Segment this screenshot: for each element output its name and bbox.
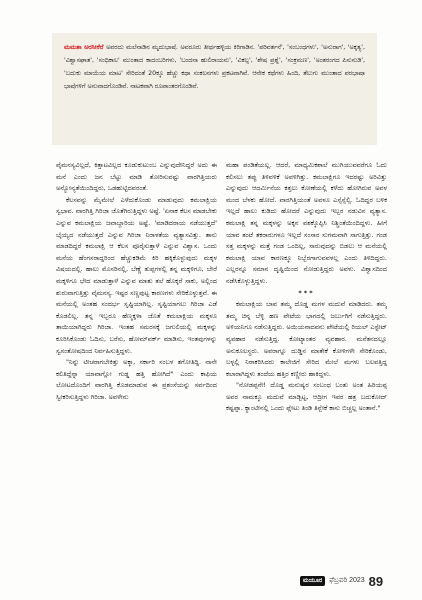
issue-date: ಫೆಬ್ರವರಿ 2023 bbox=[329, 577, 365, 584]
author-name: ಮಮತಾ ಅರಸೀಕೆರೆ bbox=[64, 44, 104, 51]
paragraph: "ನಿನ್ನು ಟೀಚರಾಗಬೇಕಿತ್ತು ಅಕ್ಕಾ, ಸರ್ಕಾರಿ ಸಂಬಳ ತಗೋತಿದ್ದಿ. ನಾನೇ ಕಲಿತಿದ್ದೆನ್ನಾ ಯಾವಾಗ್ಲೋ ಗುಡ್ಡ ಹತ್ತಿ ಹೋಗಿದೆ" ಎಂದು ಕಾಫಿಯ ಲೋಟದೊಂದಿಗೆ ವಾರಗಿತ್ತಿ ಕೊಡಮಾಡುವ ಈ ಪ್ರಶಂಸೆಯನ್ನು ಸರ್ವದಿಂದ ಸ್ವೀಕರಿಸುತ್ತಿದ್ದಳು ಗಿರಿಜಾ. ಅವಳೇನು bbox=[56, 358, 217, 401]
page-number: 89 bbox=[368, 573, 384, 589]
right-column bbox=[226, 160, 387, 580]
paragraph: ಕಮಲಾಕ್ಷಿಯ ಬಾವ ತಮ್ಮ ದೊಡ್ಡ ಮಗಳ ಮದುವೆ ಮಾಡಿದರು. ತಮ್ಮ ತಮ್ಮ ಚಿನ್ನ ಬೆಳ್ಳಿ ಹಣ ಪೇಟೆಯ ಭಾಗದಲ್ಲಿ ಜರ್ಬುಗಿಗೆ ನಡೆಸುತ್ತಿದ್ದರು. ಅಳಿಯನಿಗೂ ನಡೆಸುತ್ತಿದ್ದರು. ಅಯಿಯನಾದವನು ಪೇಟೆಯಲ್ಲಿ ರಿಯಲ್ ಎಸ್ಟೇಟ್ ವ್ಯವಹಾರ ನಡೆಸುತ್ತಿದ್ದ. ಕೋಟ್ಯಾಂತರ ವ್ಯವಹಾರ. ಮನೆತನದಲ್ಲೂ ಅನುಕೂಲಸ್ಥರು. ಅವರಾಗ್ನೂ ದುಡ್ಡಿನ ಮಾತೇಕೆ ಕೋಳಿಗಳೇ ಸೇರಿಕೊಂಡು, ಬಳ್ಳಲ್ಲಿ ನಿರಾಕರಿಸಿದರು ಕಾಲೇಜಿಗೆ ಸೇರಿದ ಮೇಲೆ ಮಗಳು ಬಲವತ್ತಿದ್ದ ಕಲಾರಾಗಿದ್ದಳು ತಂದೆಯ ಹತ್ತಿರ ಕಣ್ಣೀರು ಹಾಕಿದ್ದಳು. bbox=[226, 300, 387, 378]
author-intro-box bbox=[52, 33, 377, 145]
paragraph: ವೈಮನಸ್ಯವಿಲ್ಲದೆ, ಕಿತ್ತಾಟವಿಲ್ಲದ ಕೂಡುಕುಟುಂಬ ಎನ್ನುವುದೇನಿದ್ದರೆ ಅದು ಈ ಮನೆ ಎಂದು ಜನ ಬೆಟ್ಟು ಮಾಡಿ ತೋರಿಸುವಷ್ಟು ವಾರಗಿತ್ತಿಯರು ಅನ್ಯೋನ್ಯತೆಯಿಂದಿದ್ದರು, ಒಡಹುಟ್ಟಿದವರಂತೆ. bbox=[56, 161, 217, 193]
author-intro-text: ಅವರದು ಮಲೆನಾಡಿನ ಮೃದುಭಾಷೆ. ಅವರೂರು ತೀರ್ಥಹಳ್ಳಿಯ ಕಿರಿಗಾಡಿನ. 'ಪರಿವರ್ತನೆ', 'ಸಂಬಂಧಗಳು', 'ಅನುರಾಗ', 'ಅಕ್ಕತ್ಯ', 'ವಿಶ್ವಾಸಘಾತ', 'ಸಂಧಿಕಾಲ' ಮುಂತಾದ ಕಾದಂಬರಿಗಳು, 'ಬಂದನಾ ಹುಲಿರಾಯನು', 'ವಿಕಲ್ಪ', 'ಶೇಷ ಪ್ರಶ್ನೆ', 'ಸಂಕ್ರಮಣ', 'ಅಂತರಂಗದ ಪಿಸುನುಡಿ', 'ಬದುಕು ಮಾಯೆಯ ಮಾಟ' ಸೇರಿದಂತೆ 20ಕ್ಕೂ ಹೆಚ್ಚು ಕಥಾ ಸಂಕಲನಗಳು ಪ್ರಕಟವಾಗಿವೆ. ಆನೇಕ ಕಥೆಗಳು ಹಿಂದಿ, ತೆಲುಗು ಮುಂತಾದ ಪರಭಾಷಾ ಭಾಷೆಗಳಿಗೆ ಅನುವಾದಗೊಂಡಿವೆ. ನಾಟಕವಾಗಿ ರೂಪಾಂತರಗೊಂಡಿವೆ. bbox=[64, 44, 365, 90]
page-footer bbox=[300, 574, 405, 588]
paragraph: ಮಹಾ ಪಂಡಿತೆಯಲ್ಲ. ಆದರೆ, ಮಾಧ್ಯಮಿಕಶಾಲೆ ಮುಗಿಯುವವರೆಗೂ ಓದು ಕಲಿಸಲು ತಪ್ಪು ತಿಳಿವಳಿಕೆ ಅವಳಿಗಿತ್ತು. ಕಮಲಾಕ್ಷಿಗೂ ಇದರಷ್ಟು ಅರಿವಿತ್ತು ಎನ್ನುವುದು ಆದರ್ಮಿನೆಯ ಕತ್ತಲು ಕೋಣೆಯಲ್ಲಿ ಕಳೆದು ಹೋಗಿರುವ ಅವಳ ಮಂದ ಬೆಳಕು ಹೋದೆ. ವಾರಗಿತ್ತಿಯಂತೆ ಅವಳೂ ಎಸ್ಸೆಸ್ಸೆಲ್ಸಿ. ಓದಿದ್ದರ ಬಳಿಕ ಇಲ್ಲದೆ ಹಾಲು ಕುಡಿದು ಹೋದರೆ ಎನ್ನುವುದು ಇಬ್ಬರ ನಡುವಿನ ವ್ಯತ್ಯಾಸ. ಕಮಲಾಕ್ಷಿ ತನ್ನ ಮಕ್ಕಳನ್ನು ಅಕ್ಕನ ವಶಕ್ಕೊಪ್ಪಿಸಿ ನಿಶ್ಚಿಂತೆಯಿಂದಿದ್ದಳು. ಹೀಗೆ ಯಾವ ತಂಟೆ ತಕರಾರುಗಳೂ ಇಲ್ಲದೆ ಸಂಸಾರ ಸುಗಮವಾಗಿ ಸಾಗುತ್ತಿತ್ತು. ಗಂಡ ಸತ್ತ ಮಕ್ಕಳನ್ನು ಮತ್ತೆ ಗಂಡ ಒಂದಿಲ್ಲ, ಸಾರುವುದನ್ನು ಬಿಡಲು ಆ ಮನೆಯಲ್ಲಿ ಕಮಲಾಕ್ಷಿ ಯಾವ ಕಾರಣಕ್ಕೂ ನಿಬ್ಬೆರಗಾಗುವವಳಲ್ಲ ಎಂದು ತಿಳಿದಿದ್ದರು. ಎಲ್ಲರನ್ನೂ ಸಮಾನ ದೃಷ್ಟಿಯಿಂದ ನೋಡುತ್ತಿದ್ದರು ಅವಳು. ವಿಶ್ವಾಸದಿಂದ ನಡೆಸಿಕೊಳ್ಳುತ್ತಿದ್ದಳು. bbox=[226, 161, 387, 285]
section-separator: *** bbox=[298, 288, 315, 297]
magazine-logo: ಮಯೂರ bbox=[300, 576, 325, 586]
paragraph: ಕೆಲಸವನ್ನು ಮೈಮೇಲೆ ಎಳೆದುಕೊಂಡು ಮಾಡುವುದು ಕಮಲಾಕ್ಷಿಯ ಸ್ವಭಾವ. ವಾರಗಿತ್ತಿ ಗಿರಿಜಾ ಜೊತೆಗಿರುತ್ತಿದ್ದಳು ಅಷ್ಟೆ. 'ಏನಾಕ ಕೆಲಸ ಮಾಡಬೇಕು ಎನ್ನುವ ಕಮಲಾಕ್ಷಿಯ ಜವಾಬ್ದಾರಿಯ ಅಷ್ಟೆ. 'ಮಾಡಿದರಾಯ ನಡೆಯುತ್ತದೆ' ಬೈಯ್ಯದ ನಡೆಯುತ್ತದೆ ಎನ್ನುವ ಗಿರಿಜಾ ನಿರಾಳತೆಯ ವ್ಯತ್ಯಾಸವಿತ್ತು. ತಾನು ಮಾಡದಿದ್ದರೆ ಕಮಲಾಕ್ಷಿ ಆ ಕೆಲಸ ಪೂರೈಸುತ್ತಾಳೆ ಎನ್ನುವ ವಿಶ್ವಾಸ. ಒಂದು ಮನೆಯ ಹೆಂಗಸರಾದ್ದರಿಂದ ಹೆಚ್ಚುಕಡಿಮೆ ಕಿರಿ ಹಕ್ಕಿಕೊಳ್ಳುವುದು ಮಕ್ಕಳ ವಿಷಯದಲ್ಲಿ. ಹಾಲು ಮೊಸರಿನಲ್ಲಿ, ಬೆಣ್ಣೆ ತುಪ್ಪಗಳಲ್ಲಿ ತನ್ನ ಮಕ್ಕಳಿಗೂ, ಬೇರೆ ಮಕ್ಕಳಿಗೂ ಭೇದ ಮಾಡುತ್ತಾಳೆ ಎನ್ನುವ ಮಾತು ತಲೆ ಹೊಕ್ಕರೆ ಸಾಕು, ಅಲ್ಲಿಂದ ಶುರುವಾಗುತ್ತಿತ್ತು ವೈಮನಸ್ಯ. ಇಷ್ಟರ ಸಣ್ಣಪುಟ್ಟ ಕಾರಣಗಳು ಸೇರಿಕೊಳ್ಳುತ್ತವೆ. ಈ ಮನೆಯಲ್ಲಿ ಅಂತಹ ಸಂದರ್ಭ ಸೃಷ್ಟಿಯಾಗಿಲ್ಲ. ಸೃಷ್ಟಿಯಾಗಲು ಗಿರಿಜಾ ಎಡೆ ಕೊಡಲಿಲ್ಲ. ತನ್ನ ಇಬ್ಬರೂ ಹೆಣ್ಮಕ್ಕಳಾ ಜೊತೆ ಕಮಲಾಕ್ಷಿಯ ಮಕ್ಕಳೂ ತಾಯಿಯಾಗಿದ್ದರು ಗಿರಿಜಾ. ಇಂತಹ ಸಮರಸಕ್ಕೆ ಜಗುಲಿಯಲ್ಲಿ ಮಕ್ಕಳನ್ನು ಕೂರಿಸಿಕೊಂಡು ಓದಿಸು, ಬರೆಸು, ಹೋಮ್‌ವರ್ಕ್ ಮಾಡಿಸು, ಇಂತವುಗಳನ್ನು ಸ್ವಸಂತೋಷದಿಂದ ನಿರ್ವಹಿಸುತ್ತಿದ್ದಳು. bbox=[56, 195, 217, 355]
paragraph: "ನೋಡಪ್ಪನೇ! ದೊಡ್ಡ ಮನುಷ್ಯರ ಸಂಬಂಧ ಬಂತು ಅಂತ ಹಿರಿಯಪ್ಪ ಅವರ ನಾಮಕ್ಕೂ ಮದುವೆ ಮಾಡ್ಬಿಟ್ಟ, ಆದ್ರೀಗ ಇವರ ಹತ್ರ ಬದುಕೋದ್ ಕಷ್ಟಪ್ಪಾ. ಕ್ಯಾಂಟೀನಲ್ಲಿ ಒಂದು ಪ್ಲೇಟು ತಿಂಡಿ ತಿನ್ಬೇಕೆ ಕಾಸು ಬಿಚ್ಚಲ್ಲ ಅಂತಾನೆ." bbox=[226, 381, 387, 413]
left-column bbox=[56, 160, 217, 580]
